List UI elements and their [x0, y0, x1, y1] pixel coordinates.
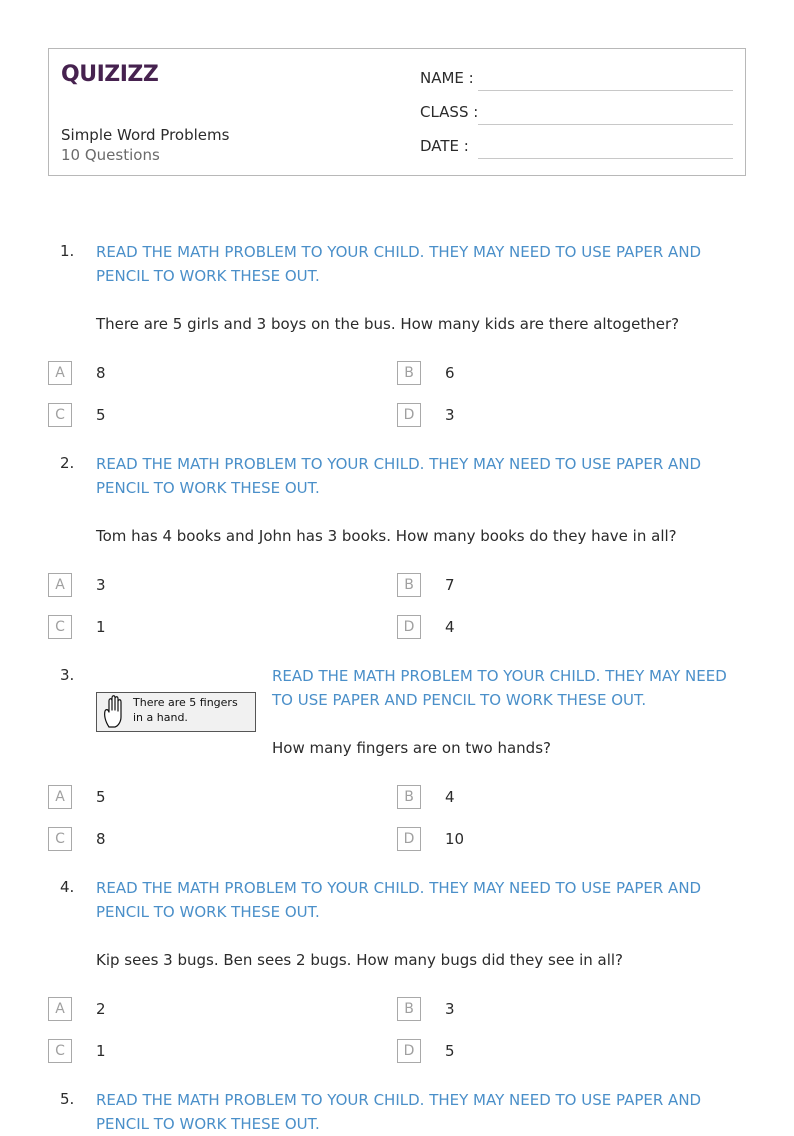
- question-text: Tom has 4 books and John has 3 books. How many books do they have in all?: [96, 527, 677, 545]
- option-value: 3: [445, 406, 455, 424]
- option-letter-d[interactable]: D: [397, 827, 421, 851]
- name-label: NAME :: [420, 69, 474, 87]
- date-line[interactable]: [478, 158, 733, 159]
- option-value: 3: [96, 576, 106, 594]
- image-caption-line: in a hand.: [133, 711, 188, 724]
- question-instruction: READ THE MATH PROBLEM TO YOUR CHILD. THEY MAY NEED TO USE PAPER AND: [96, 1091, 702, 1109]
- option-letter-b[interactable]: B: [397, 573, 421, 597]
- option-value: 6: [445, 364, 455, 382]
- question-instruction: READ THE MATH PROBLEM TO YOUR CHILD. THEY MAY NEED TO USE PAPER AND: [96, 455, 702, 473]
- option-value: 1: [96, 618, 106, 636]
- option-letter-b[interactable]: B: [397, 997, 421, 1021]
- date-label: DATE :: [420, 137, 469, 155]
- option-value: 4: [445, 618, 455, 636]
- option-letter-d[interactable]: D: [397, 615, 421, 639]
- option-letter-a[interactable]: A: [48, 361, 72, 385]
- image-caption: [133, 695, 253, 725]
- question-instruction: PENCIL TO WORK THESE OUT.: [96, 903, 320, 921]
- option-letter-c[interactable]: C: [48, 403, 72, 427]
- question-instruction: PENCIL TO WORK THESE OUT.: [96, 1115, 320, 1133]
- option-letter-a[interactable]: A: [48, 997, 72, 1021]
- question-instruction: TO USE PAPER AND PENCIL TO WORK THESE OUT.: [272, 691, 647, 709]
- option-letter-d[interactable]: D: [397, 1039, 421, 1063]
- question-number: 2.: [60, 454, 75, 472]
- option-letter-a[interactable]: A: [48, 573, 72, 597]
- option-letter-b[interactable]: B: [397, 361, 421, 385]
- question-number: 3.: [60, 666, 75, 684]
- question-text: There are 5 girls and 3 boys on the bus. How many kids are there altogether?: [96, 315, 680, 333]
- option-value: 2: [96, 1000, 106, 1018]
- option-value: 10: [445, 830, 465, 848]
- option-value: 3: [445, 1000, 455, 1018]
- question-count: 10 Questions: [61, 146, 160, 164]
- question-instruction: READ THE MATH PROBLEM TO YOUR CHILD. THEY MAY NEED TO USE PAPER AND: [96, 879, 702, 897]
- worksheet-header: [48, 48, 746, 176]
- option-value: 7: [445, 576, 455, 594]
- question-instruction: PENCIL TO WORK THESE OUT.: [96, 267, 320, 285]
- option-letter-c[interactable]: C: [48, 615, 72, 639]
- image-caption-line: There are 5 fingers: [133, 696, 238, 709]
- question-number: 5.: [60, 1090, 75, 1108]
- question-instruction: PENCIL TO WORK THESE OUT.: [96, 479, 320, 497]
- option-value: 5: [96, 406, 106, 424]
- option-letter-c[interactable]: C: [48, 1039, 72, 1063]
- option-value: 5: [96, 788, 106, 806]
- name-line[interactable]: [478, 90, 733, 91]
- option-value: 5: [445, 1042, 455, 1060]
- question-instruction: READ THE MATH PROBLEM TO YOUR CHILD. THEY MAY NEED TO USE PAPER AND: [96, 243, 702, 261]
- option-value: 4: [445, 788, 455, 806]
- worksheet-title: Simple Word Problems: [61, 126, 230, 144]
- option-letter-c[interactable]: C: [48, 827, 72, 851]
- question-number: 4.: [60, 878, 75, 896]
- option-letter-a[interactable]: A: [48, 785, 72, 809]
- quizizz-logo: [61, 59, 158, 89]
- logo-text: QUIZIZZ: [61, 61, 159, 87]
- question-text: Kip sees 3 bugs. Ben sees 2 bugs. How many bugs did they see in all?: [96, 951, 624, 969]
- option-letter-b[interactable]: B: [397, 785, 421, 809]
- option-value: 1: [96, 1042, 106, 1060]
- question-number: 1.: [60, 242, 75, 260]
- class-label: CLASS :: [420, 103, 479, 121]
- class-line[interactable]: [478, 124, 733, 125]
- option-value: 8: [96, 364, 106, 382]
- question-text: How many fingers are on two hands?: [272, 739, 551, 757]
- question-instruction: READ THE MATH PROBLEM TO YOUR CHILD. THEY MAY NEED: [272, 667, 727, 685]
- hand-icon: [101, 695, 131, 729]
- option-value: 8: [96, 830, 106, 848]
- option-letter-d[interactable]: D: [397, 403, 421, 427]
- question-image: [96, 692, 256, 732]
